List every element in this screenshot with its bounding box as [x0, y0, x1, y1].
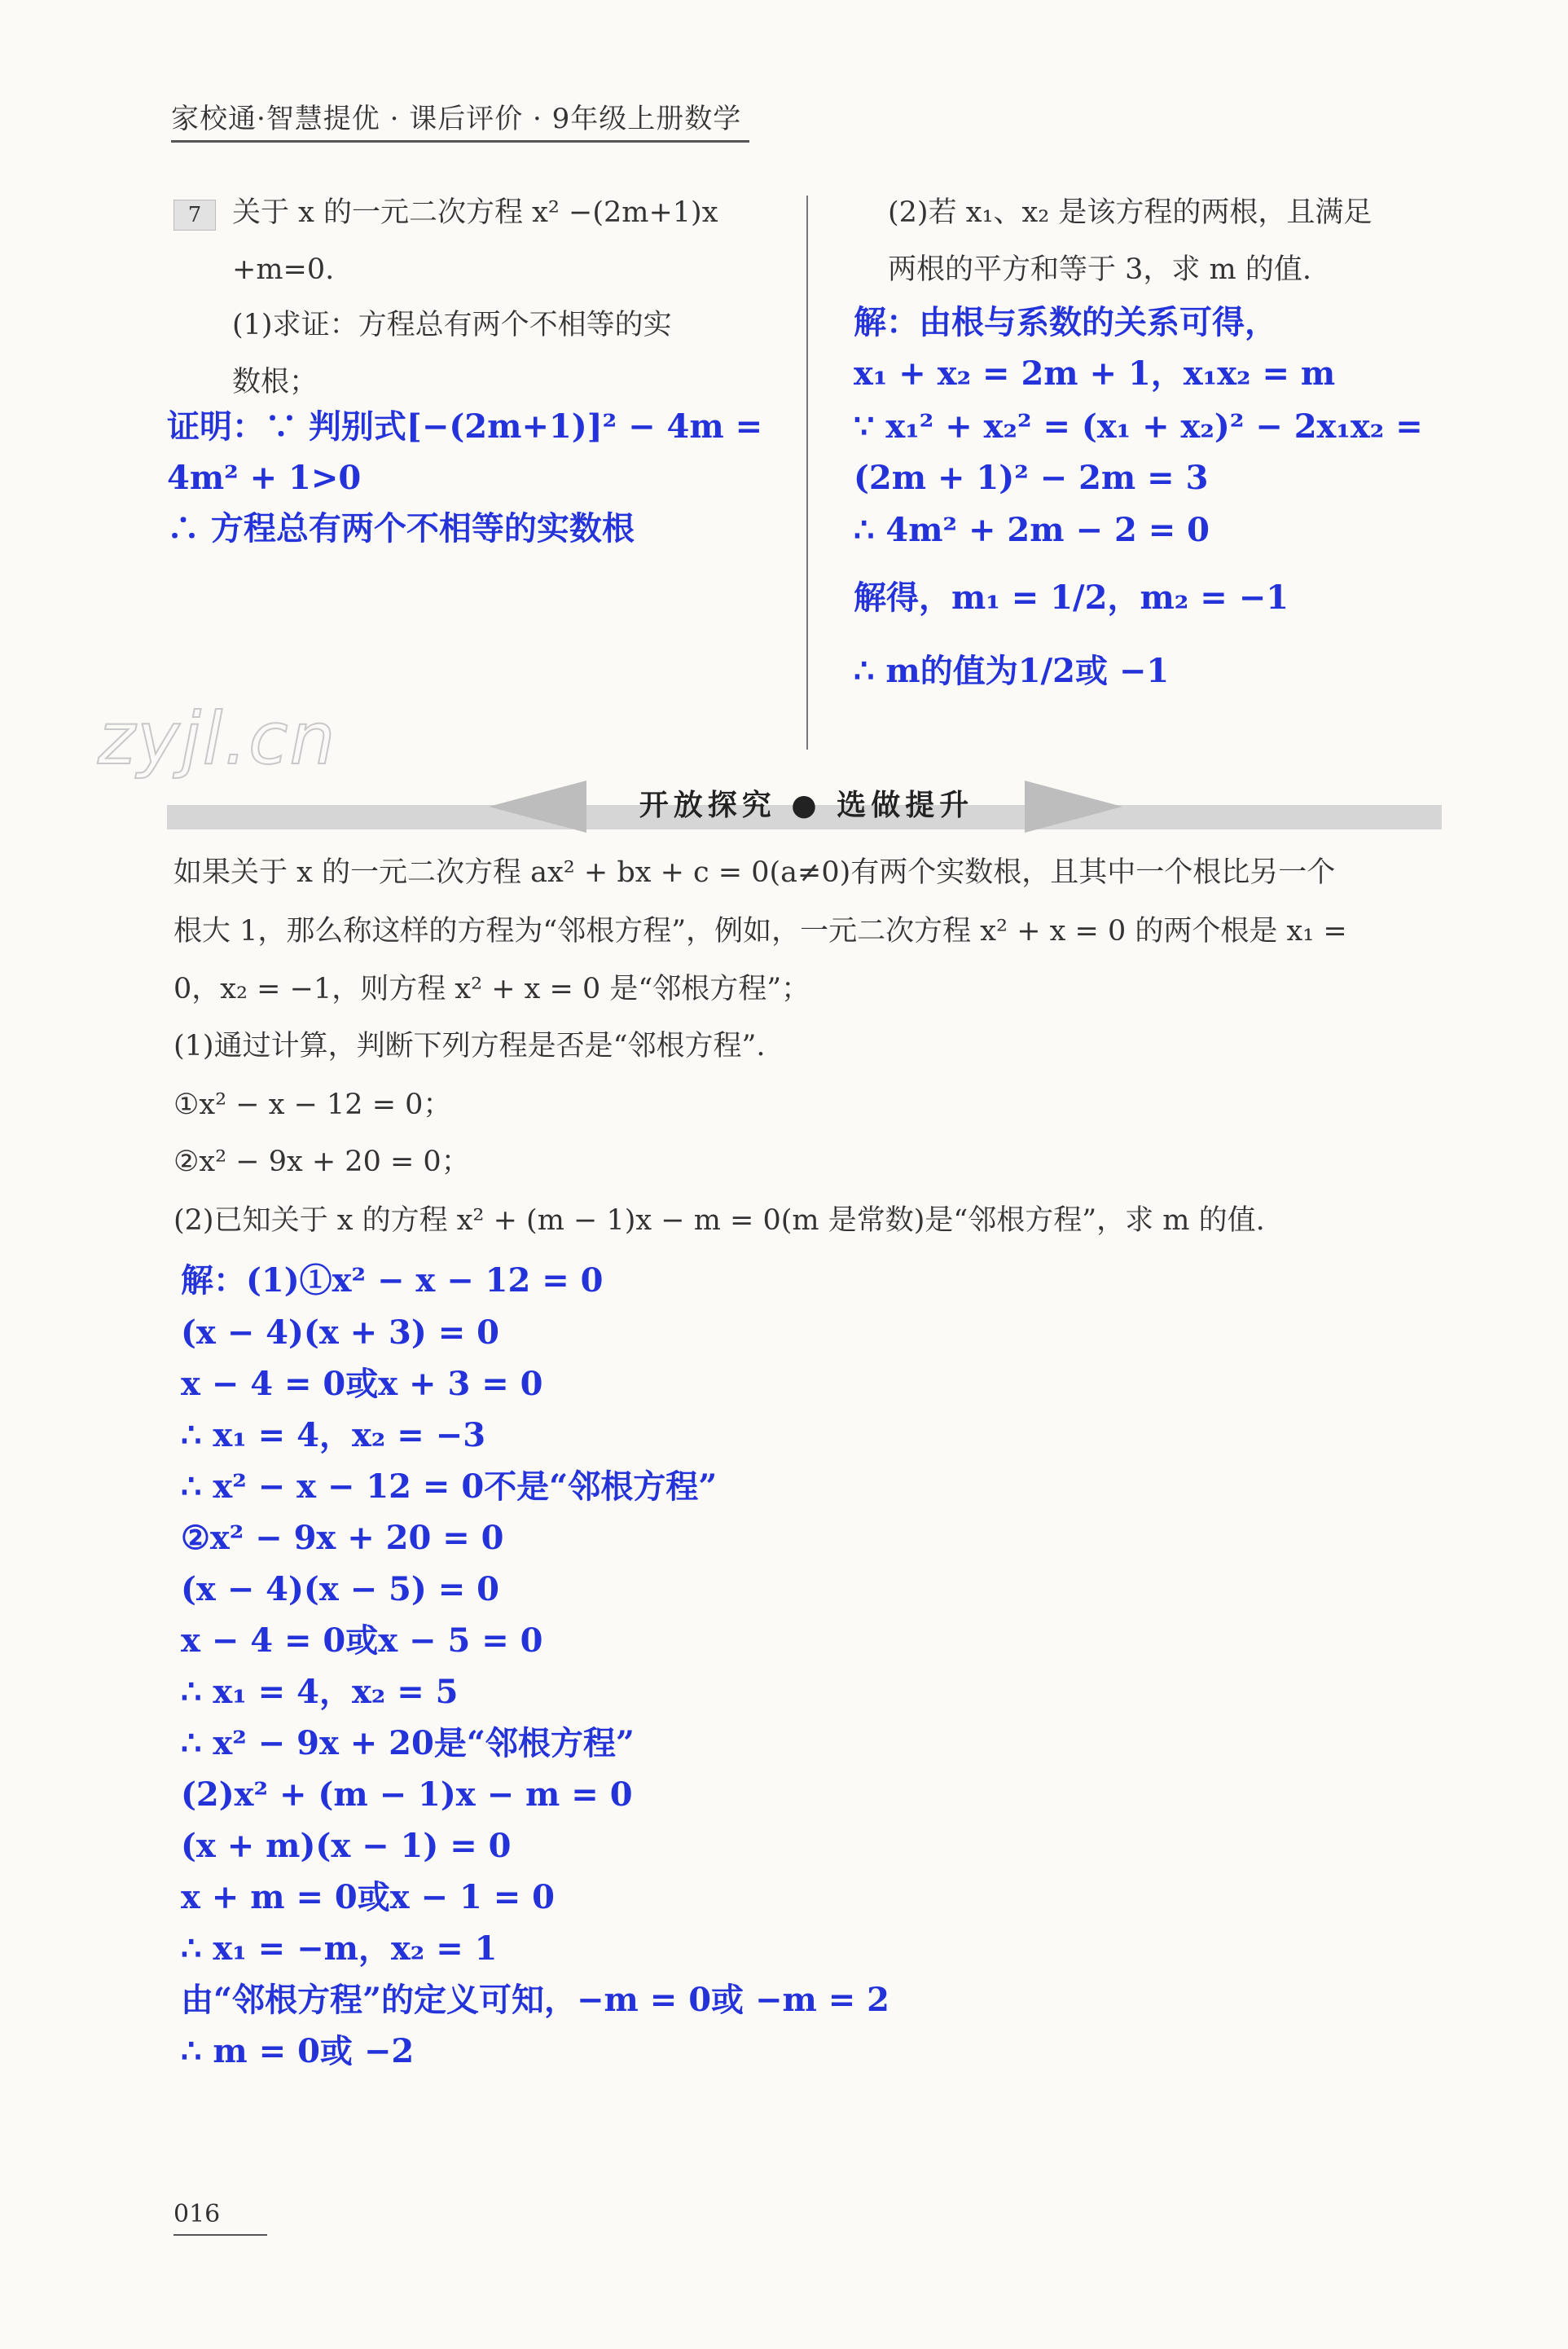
answer2-line: ∴ m的值为1/2或 −1: [854, 652, 1170, 690]
question-stem-line1: 关于 x 的一元二次方程 x² −(2m+1)x: [232, 196, 718, 229]
answer1-line: ∴ 方程总有两个不相等的实数根: [167, 509, 635, 548]
answer2-line: ∵ x₁² + x₂² = (x₁ + x₂)² − 2x₁x₂ =: [854, 407, 1423, 446]
page-number: 016: [173, 2200, 221, 2228]
solution-line: ②x² − 9x + 20 = 0: [181, 1519, 504, 1557]
solution-line: ∴ x² − 9x + 20是“邻根方程”: [181, 1724, 635, 1762]
solution-line: ∴ x² − x − 12 = 0不是“邻根方程”: [181, 1467, 718, 1506]
header-title: 家校通·智慧提优 · 课后评价 · 9年级上册数学: [171, 103, 742, 135]
column-divider: [806, 196, 808, 750]
part2-prompt-line2: 两根的平方和等于 3，求 m 的值.: [888, 253, 1311, 286]
solution-line: x − 4 = 0或x + 3 = 0: [181, 1365, 543, 1403]
solution-line: (x + m)(x − 1) = 0: [181, 1827, 512, 1865]
answer2-line: (2m + 1)² − 2m = 3: [854, 459, 1209, 497]
solution-line: 由“邻根方程”的定义可知，−m = 0或 −m = 2: [181, 1981, 890, 2019]
answer1-line: 4m² + 1>0: [167, 459, 362, 497]
solution-line: ∴ x₁ = 4，x₂ = 5: [181, 1673, 459, 1711]
part1-prompt-line1: (1)求证：方程总有两个不相等的实: [232, 309, 672, 341]
problem-line: (2)已知关于 x 的方程 x² + (m − 1)x − m = 0(m 是常数)是“邻根方程”，求 m 的值.: [173, 1204, 1265, 1237]
solution-line: ∴ x₁ = 4，x₂ = −3: [181, 1416, 486, 1454]
question-stem-line2: +m=0.: [232, 253, 335, 286]
solution-line: x + m = 0或x − 1 = 0: [181, 1878, 555, 1916]
problem-line: 0，x₂ = −1，则方程 x² + x = 0 是“邻根方程”；: [173, 973, 810, 1005]
part2-prompt-line1: (2)若 x₁、x₂ 是该方程的两根，且满足: [888, 196, 1373, 229]
banner-left-arrow: [489, 781, 586, 833]
problem-line: (1)通过计算，判断下列方程是否是“邻根方程”.: [173, 1030, 766, 1062]
question-number-badge: 7: [173, 200, 216, 231]
part1-prompt-line2: 数根；: [232, 366, 318, 398]
banner-right-arrow: [1025, 781, 1122, 833]
section-banner-title: 开放探究 ● 选做提升: [639, 788, 974, 822]
answer2-line: 解：由根与系数的关系可得，: [854, 303, 1277, 341]
solution-line: (2)x² + (m − 1)x − m = 0: [181, 1775, 633, 1814]
answer2-line: 解得，m₁ = 1/2，m₂ = −1: [854, 578, 1289, 617]
answer2-line: ∴ 4m² + 2m − 2 = 0: [854, 511, 1210, 549]
answer2-line: x₁ + x₂ = 2m + 1，x₁x₂ = m: [854, 354, 1336, 393]
solution-line: ∴ x₁ = −m，x₂ = 1: [181, 1929, 498, 1968]
problem-line: 如果关于 x 的一元二次方程 ax² + bx + c = 0(a≠0)有两个实数根，且其中一个根比另一个: [173, 856, 1336, 889]
answer1-line: 证明：∵ 判别式[−(2m+1)]² − 4m =: [167, 407, 763, 446]
solution-line: x − 4 = 0或x − 5 = 0: [181, 1621, 543, 1660]
solution-line: (x − 4)(x + 3) = 0: [181, 1313, 499, 1352]
solution-line: ∴ m = 0或 −2: [181, 2032, 415, 2070]
problem-line: ①x² − x − 12 = 0；: [173, 1089, 452, 1121]
watermark: zyjl.cn: [98, 697, 337, 781]
problem-line: 根大 1，那么称这样的方程为“邻根方程”，例如，一元二次方程 x² + x = 0 的两个根是 x₁ =: [173, 915, 1347, 948]
page-number-rule: [173, 2234, 267, 2236]
header-rule: [171, 140, 749, 143]
problem-line: ②x² − 9x + 20 = 0；: [173, 1146, 470, 1178]
solution-line: (x − 4)(x − 5) = 0: [181, 1570, 499, 1608]
solution-line: 解：(1)①x² − x − 12 = 0: [181, 1261, 604, 1300]
